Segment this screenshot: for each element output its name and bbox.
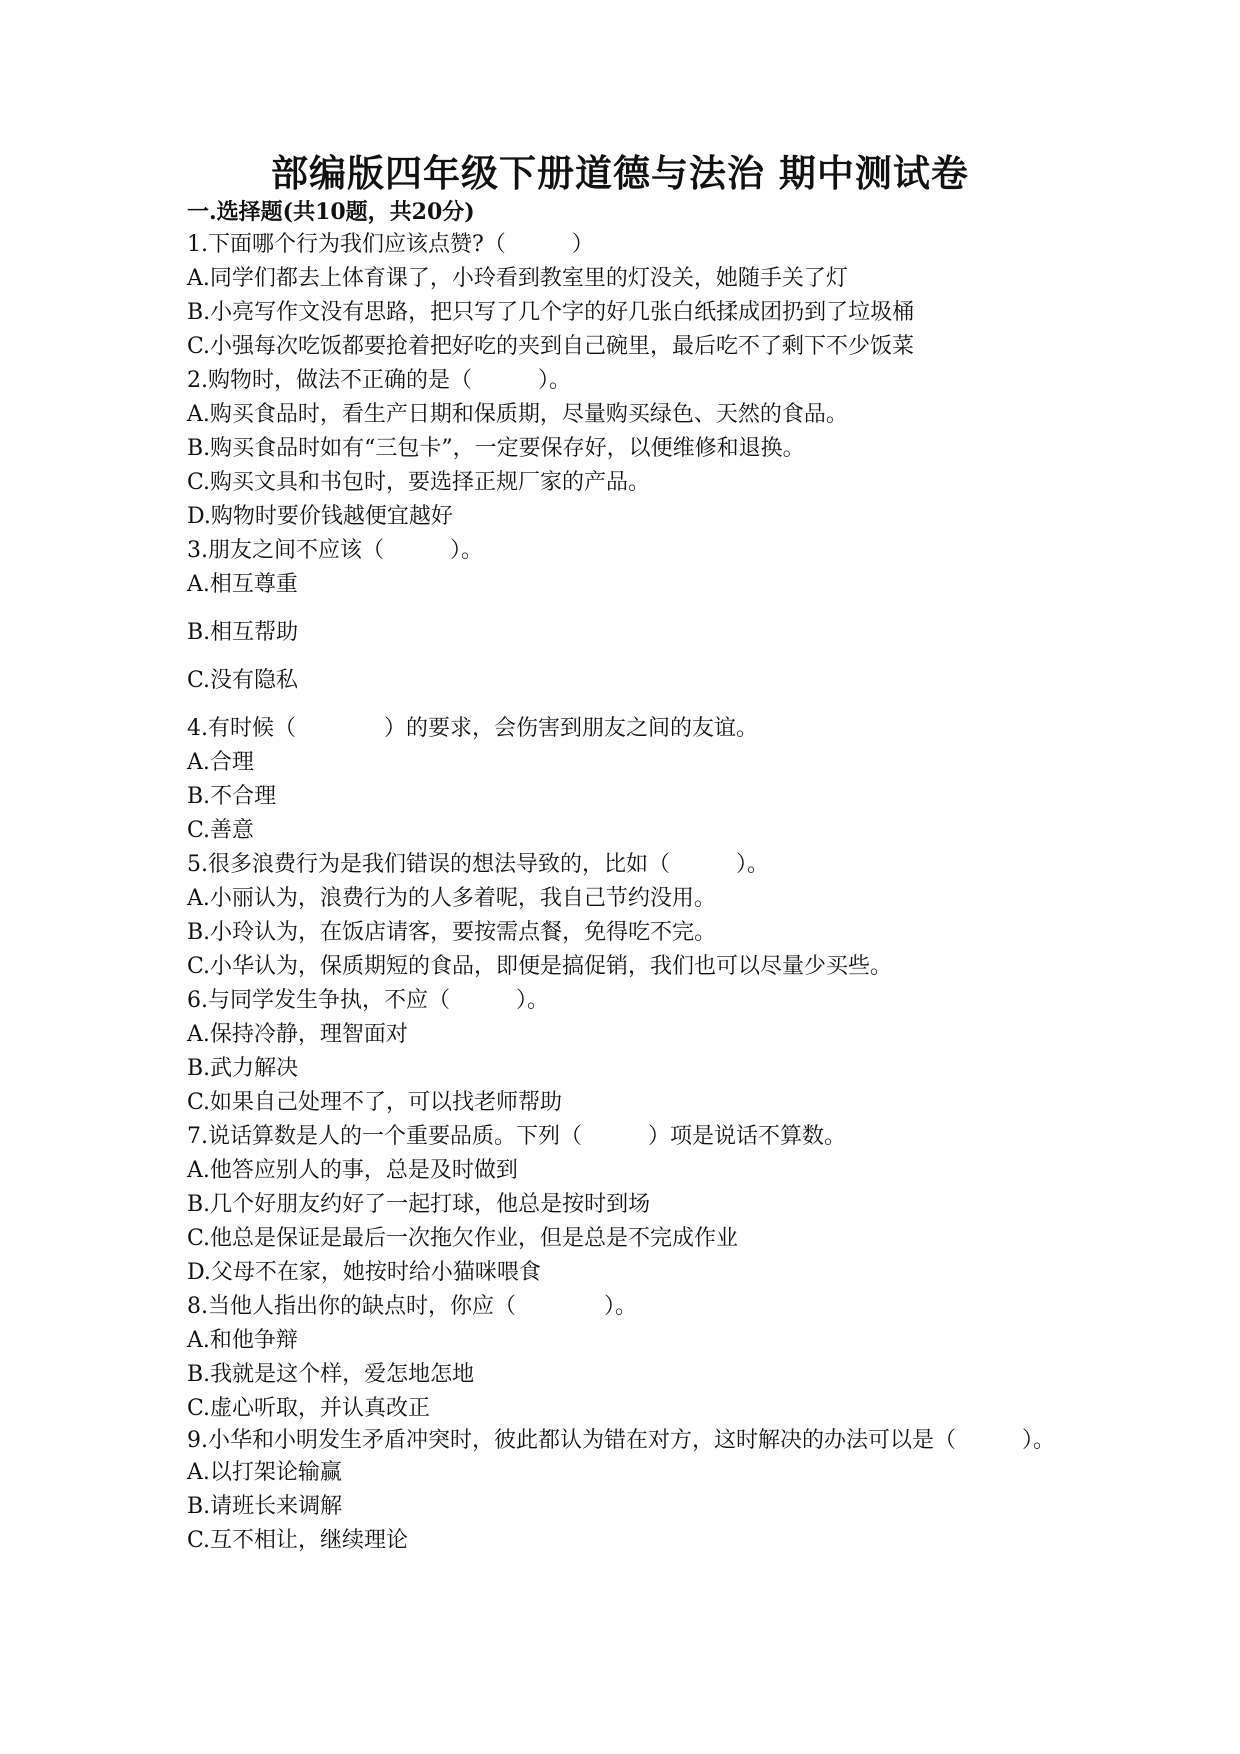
option-b: B.小亮写作文没有思路，把只写了几个字的好几张白纸揉成团扔到了垃圾桶 — [187, 300, 915, 325]
option-c: C.没有隐私 — [187, 668, 299, 693]
question-5 — [187, 848, 1067, 984]
question-2 — [187, 364, 1067, 534]
option-b: B.购买食品时如有“三包卡”，一定要保存好，以便维修和退换。 — [187, 436, 805, 461]
question-6 — [187, 984, 1067, 1120]
option-b: B.小玲认为，在饭店请客，要按需点餐，免得吃不完。 — [187, 920, 717, 945]
section-heading: 一.选择题(共10题，共20分) — [187, 199, 475, 225]
question-stem: 4.有时候（ ）的要求，会伤害到朋友之间的友谊。 — [187, 716, 758, 741]
option-c: C.互不相让，继续理论 — [187, 1528, 409, 1553]
option-b: B.不合理 — [187, 784, 277, 809]
question-stem: 6.与同学发生争执，不应（ ）。 — [187, 988, 549, 1013]
option-a: A.小丽认为，浪费行为的人多着呢，我自己节约没用。 — [187, 886, 716, 911]
option-c: C.他总是保证是最后一次拖欠作业，但是总是不完成作业 — [187, 1226, 739, 1251]
option-a: A.同学们都去上体育课了，小玲看到教室里的灯没关，她随手关了灯 — [187, 266, 848, 291]
option-a: A.购买食品时，看生产日期和保质期，尽量购买绿色、天然的食品。 — [187, 402, 848, 427]
question-7 — [187, 1120, 1067, 1290]
question-stem: 9.小华和小明发生矛盾冲突时，彼此都认为错在对方，这时解决的办法可以是（ ）。 — [187, 1428, 1055, 1453]
option-c: C.小强每次吃饭都要抢着把好吃的夹到自己碗里，最后吃不了剩下不少饭菜 — [187, 334, 915, 359]
option-a: A.他答应别人的事，总是及时做到 — [187, 1158, 518, 1183]
question-stem: 2.购物时，做法不正确的是（ ）。 — [187, 368, 571, 393]
question-list — [187, 228, 1067, 1558]
page-title: 部编版四年级下册道德与法治 期中测试卷 — [271, 151, 969, 195]
option-c: C.如果自己处理不了，可以找老师帮助 — [187, 1090, 563, 1115]
option-d: D.购物时要价钱越便宜越好 — [187, 504, 453, 529]
question-8 — [187, 1290, 1067, 1426]
question-9 — [187, 1426, 1067, 1558]
option-c: C.虚心听取，并认真改正 — [187, 1396, 431, 1421]
option-c: C.小华认为，保质期短的食品，即便是搞促销，我们也可以尽量少买些。 — [187, 954, 893, 979]
question-4 — [187, 712, 1067, 848]
question-1 — [187, 228, 1067, 364]
option-b: B.我就是这个样，爱怎地怎地 — [187, 1362, 475, 1387]
question-stem: 7.说话算数是人的一个重要品质。下列（ ）项是说话不算数。 — [187, 1124, 846, 1149]
option-a: A.相互尊重 — [187, 572, 298, 597]
option-b: B.请班长来调解 — [187, 1494, 343, 1519]
option-d: D.父母不在家，她按时给小猫咪喂食 — [187, 1260, 541, 1285]
option-c: C.购买文具和书包时，要选择正规厂家的产品。 — [187, 470, 651, 495]
question-stem: 1.下面哪个行为我们应该点赞?（ ） — [187, 232, 594, 257]
option-b: B.相互帮助 — [187, 620, 299, 645]
option-b: B.几个好朋友约好了一起打球，他总是按时到场 — [187, 1192, 651, 1217]
option-a: A.和他争辩 — [187, 1328, 298, 1353]
option-a: A.以打架论输赢 — [187, 1460, 342, 1485]
option-a: A.合理 — [187, 750, 254, 775]
question-3 — [187, 534, 1067, 698]
option-b: B.武力解决 — [187, 1056, 299, 1081]
option-a: A.保持冷静，理智面对 — [187, 1022, 408, 1047]
question-stem: 3.朋友之间不应该（ ）。 — [187, 538, 483, 563]
option-c: C.善意 — [187, 818, 255, 843]
question-stem: 8.当他人指出你的缺点时，你应（ ）。 — [187, 1294, 637, 1319]
question-stem: 5.很多浪费行为是我们错误的想法导致的，比如（ ）。 — [187, 852, 769, 877]
